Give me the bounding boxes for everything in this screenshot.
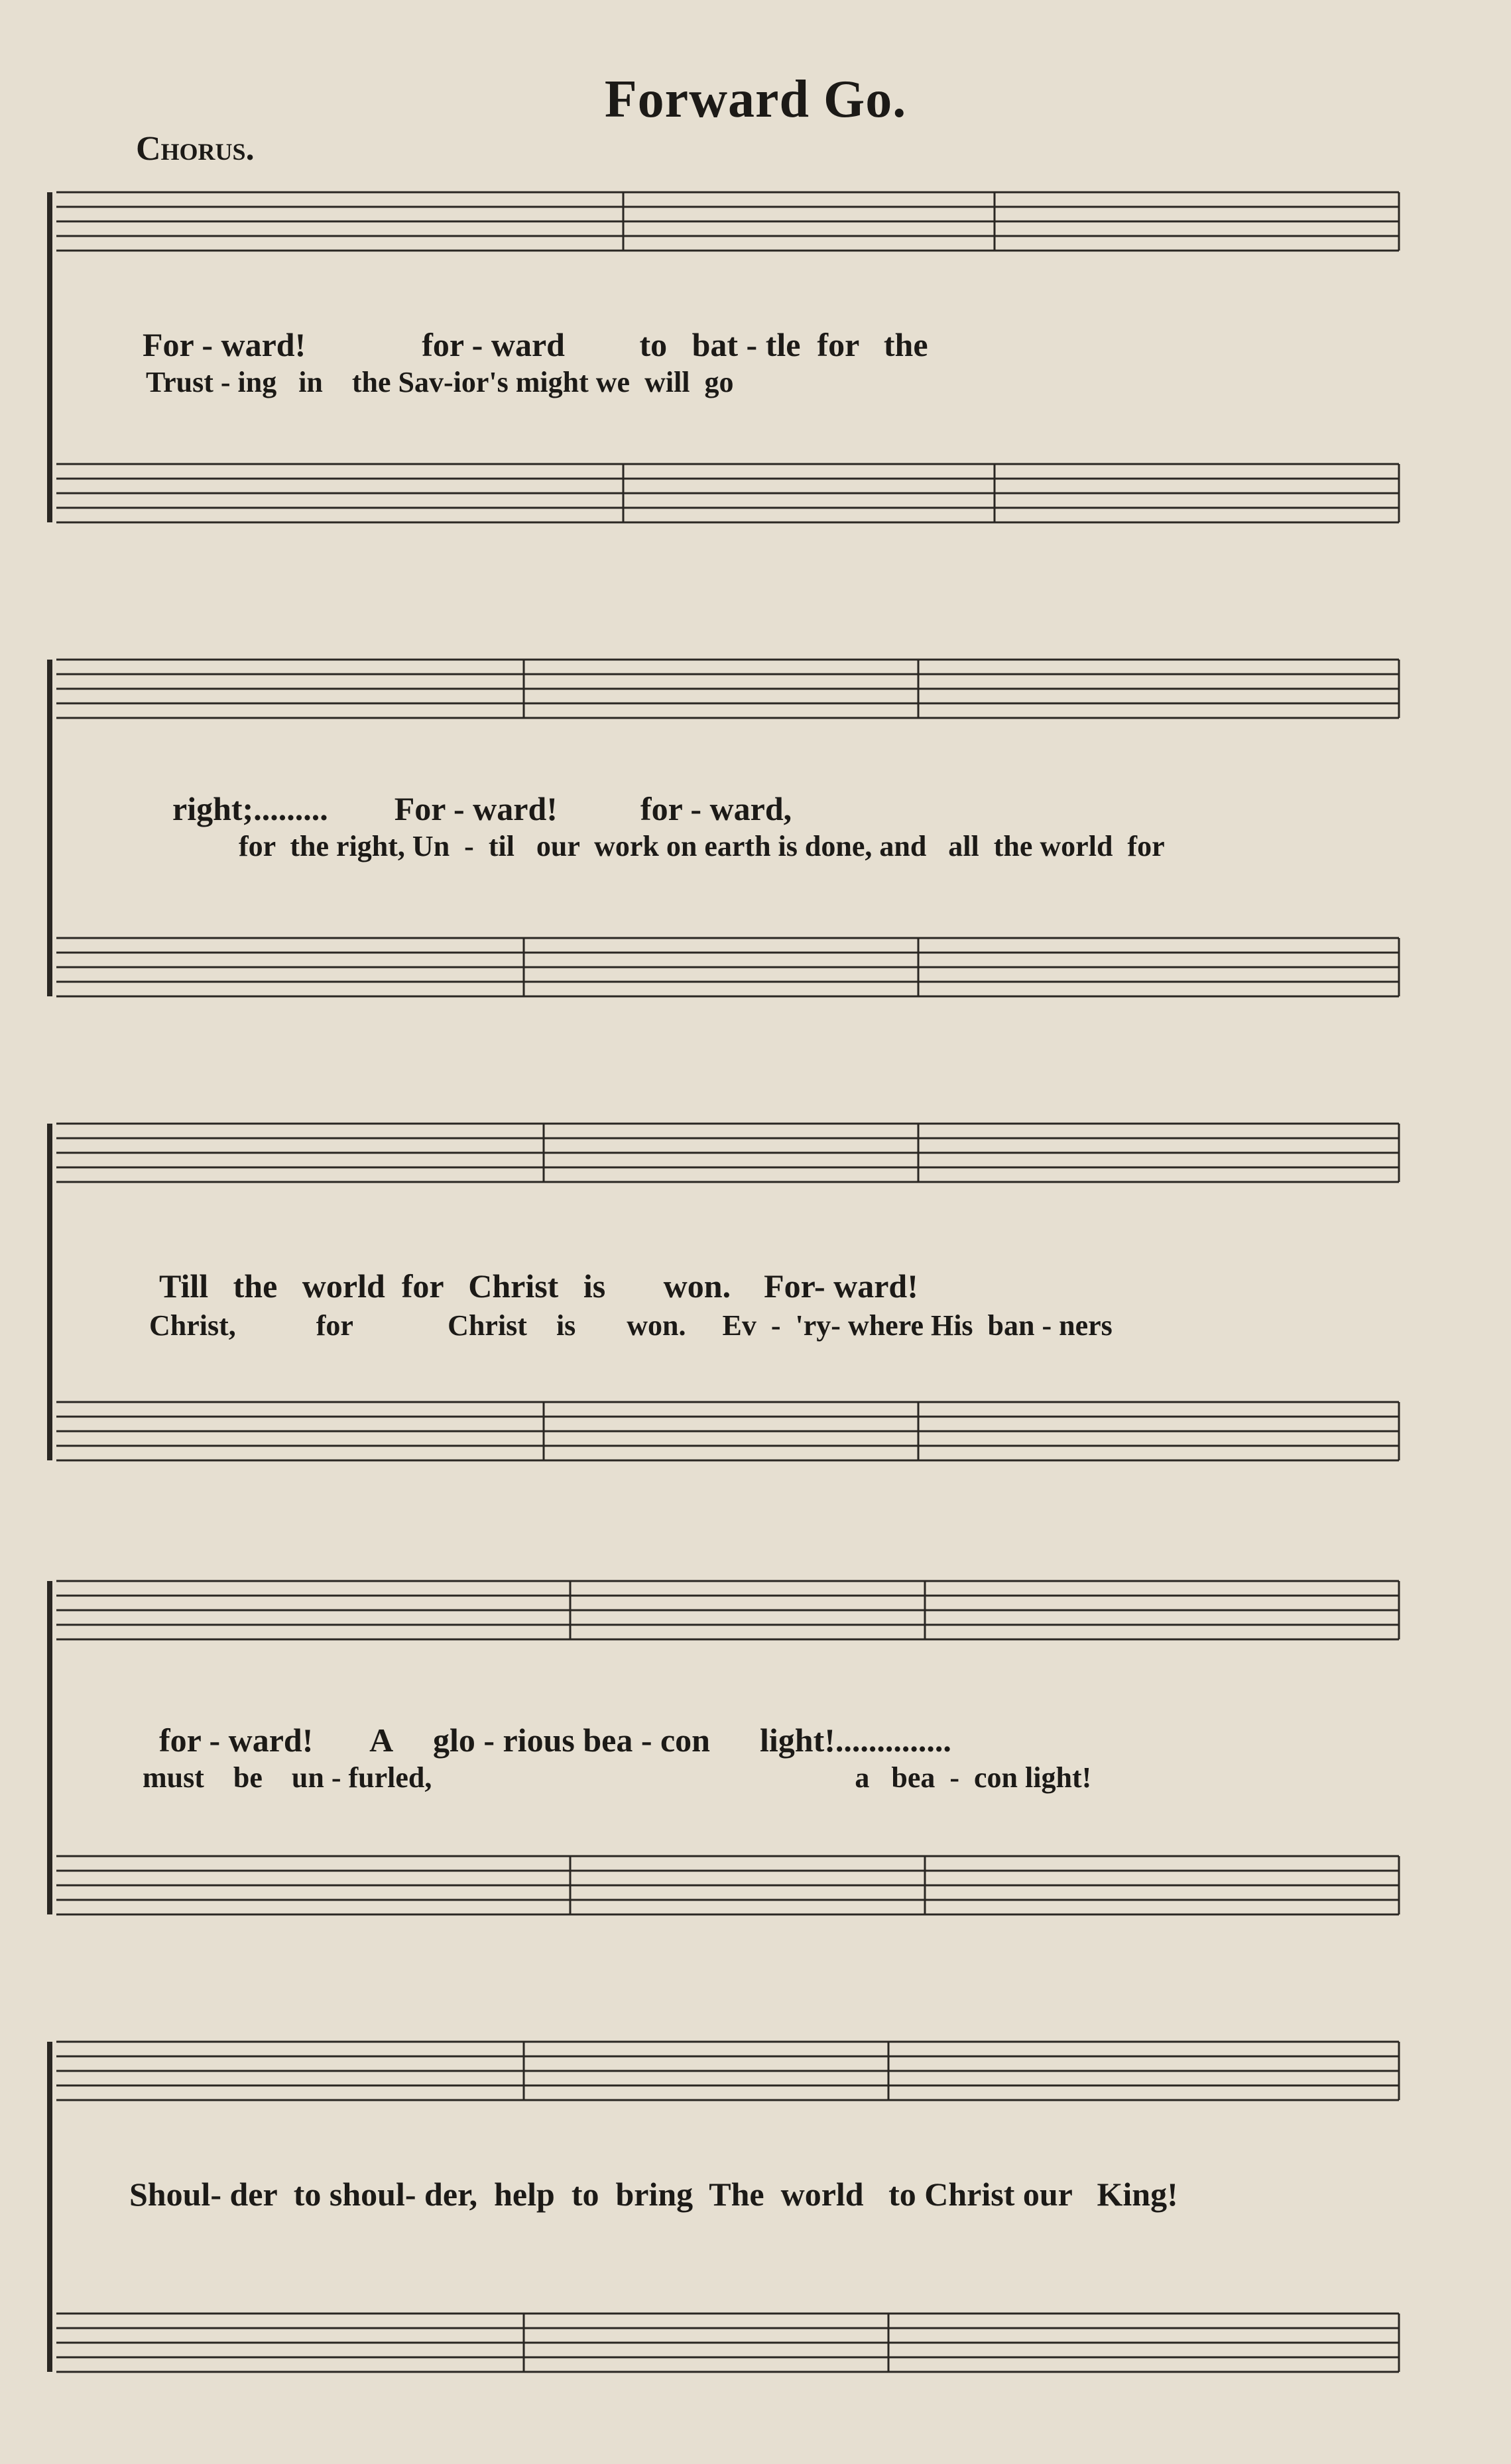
section-label: Chorus. xyxy=(136,130,255,168)
system-4-lyric-line-1: for - ward! A glo - rious bea - con light!.............. xyxy=(159,1722,951,1759)
system-4-lyric-line-2: must be un - furled, a bea - con light! xyxy=(143,1761,1092,1794)
system-2-lyric-line-2: for the right, Un - til our work on earth is done, and all the world for xyxy=(239,830,1165,862)
system-1-lyric-line-2: Trust - ing in the Sav-ior's might we will go xyxy=(146,366,734,398)
system-5-lyric-line-1: Shoul- der to shoul- der, help to bring The world to Christ our King! xyxy=(129,2176,1178,2213)
hymn-title: Forward Go. xyxy=(604,70,907,129)
system-3-lyric-line-2: Christ, for Christ is won. Ev - 'ry- where His ban - ners xyxy=(149,1309,1113,1342)
system-1-lyric-line-1: For - ward! for - ward to bat - tle for the xyxy=(143,326,928,363)
system-2 xyxy=(50,660,1399,996)
system-2-lyric-line-1: right;......... For - ward! for - ward, xyxy=(172,790,792,827)
system-3-lyric-line-1: Till the world for Christ is won. For- ward! xyxy=(159,1267,918,1305)
